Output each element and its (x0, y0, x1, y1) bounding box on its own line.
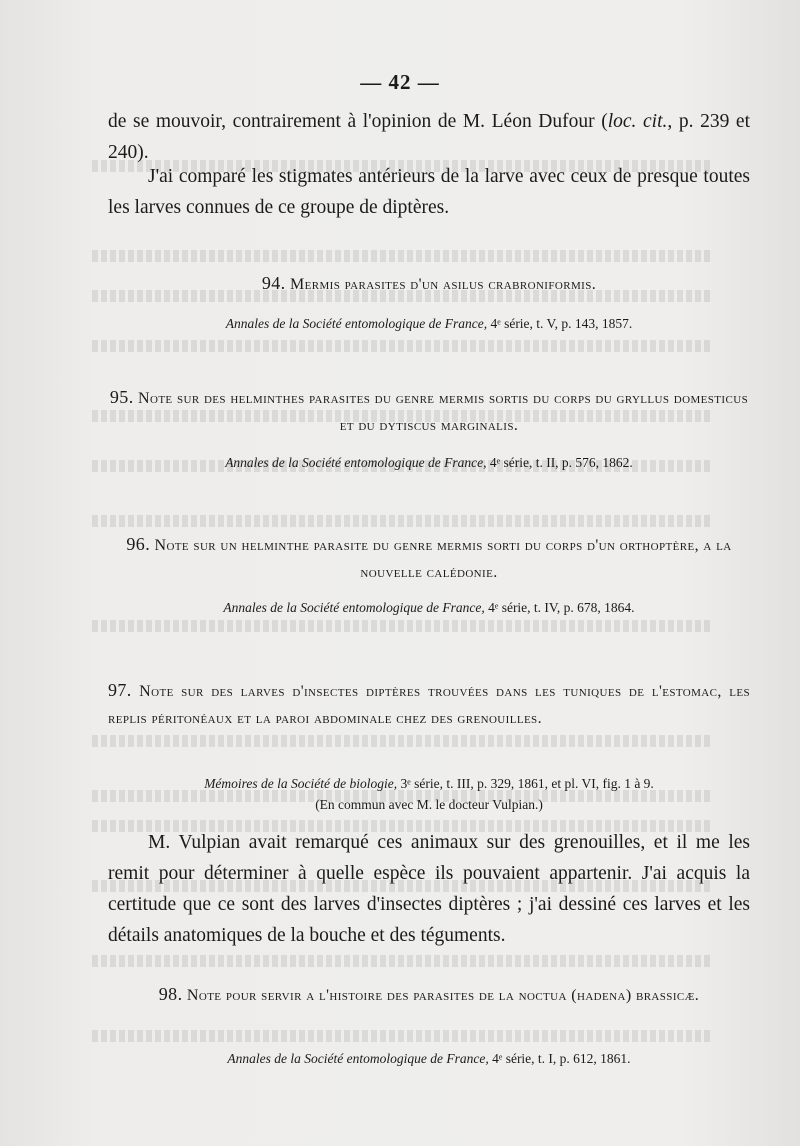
citation-details: 4ᵉ série, t. II, p. 576, 1862. (489, 455, 633, 470)
entry-number: 96. (126, 534, 151, 554)
entry-title-text: Note sur des larves d'insectes diptères trouvées dans les tuniques de l'estomac, les replis péritonéaux et la paroi abdominale chez des grenouilles. (108, 683, 750, 727)
citation-journal: Annales de la Société entomologique de France, (225, 316, 488, 331)
citation-journal: Annales de la Société entomologique de France, (227, 1051, 489, 1066)
citation-details: 4ᵉ série, t. IV, p. 678, 1864. (488, 600, 635, 615)
entry-96-title (108, 531, 750, 586)
entry-number: 97. (108, 680, 132, 700)
intro-text: de se mouvoir, contrairement à l'opinion de M. Léon Dufour ( (108, 111, 608, 132)
entry-number: 98. (158, 984, 183, 1004)
entry-95-title (108, 384, 750, 439)
page-number: — 42 — (360, 70, 440, 94)
entry-title-text: Note sur des helminthes parasites du genre mermis sortis du corps du gryllus domesticus et du dytiscus marginalis. (138, 390, 749, 434)
intro-paragraph-2: J'ai comparé les stigmates antérieurs de la larve avec ceux de presque toutes les larves connues de ce groupe de diptères. (108, 166, 750, 218)
intro-reference: loc. cit. (607, 111, 668, 132)
entry-96-citation (108, 600, 750, 616)
entry-97-citation (108, 776, 750, 792)
citation-journal: Mémoires de la Société de biologie, (204, 776, 398, 791)
citation-details: 4ᵉ série, t. V, p. 143, 1857. (490, 316, 633, 331)
citation-journal: Annales de la Société entomologique de France, (223, 600, 485, 615)
citation-details: 3ᵉ série, t. III, p. 329, 1861, et pl. VI, fig. 1 à 9. (400, 776, 654, 791)
entry-title-text: Mermis parasites d'un asilus crabroniformis. (289, 276, 597, 293)
entry-97-title (108, 677, 750, 732)
intro-text-end: , p. 239 et 240). (108, 111, 750, 163)
entry-98-citation (108, 1051, 750, 1067)
entry-number: 95. (109, 387, 134, 407)
entry-97-body: M. Vulpian avait remarqué ces animaux sur des grenouilles, et il me les remit pour déterminer à quelle espèce ils pouvaient appartenir. J'ai acquis la certitude que ce sont des larves d'insectes diptères ; j'ai dessiné ces larves et les détails anatomiques de la bouche et des téguments. (108, 832, 750, 946)
entry-94-citation (108, 316, 750, 332)
intro-paragraph-1 (108, 106, 750, 168)
entry-number: 94. (261, 273, 286, 293)
entry-98-title (108, 981, 750, 1009)
entry-97-collaboration: (En commun avec M. le docteur Vulpian.) (315, 797, 543, 812)
citation-journal: Annales de la Société entomologique de France, (225, 455, 487, 470)
entry-title-text: Note pour servir a l'histoire des parasites de la noctua (hadena) brassicæ. (186, 987, 700, 1004)
entry-title-text: Note sur un helminthe parasite du genre mermis sorti du corps d'un orthoptère, a la nouvelle calédonie. (154, 537, 732, 581)
citation-details: 4ᵉ série, t. I, p. 612, 1861. (492, 1051, 631, 1066)
entry-95-citation (108, 455, 750, 471)
entry-94-title (108, 270, 750, 298)
